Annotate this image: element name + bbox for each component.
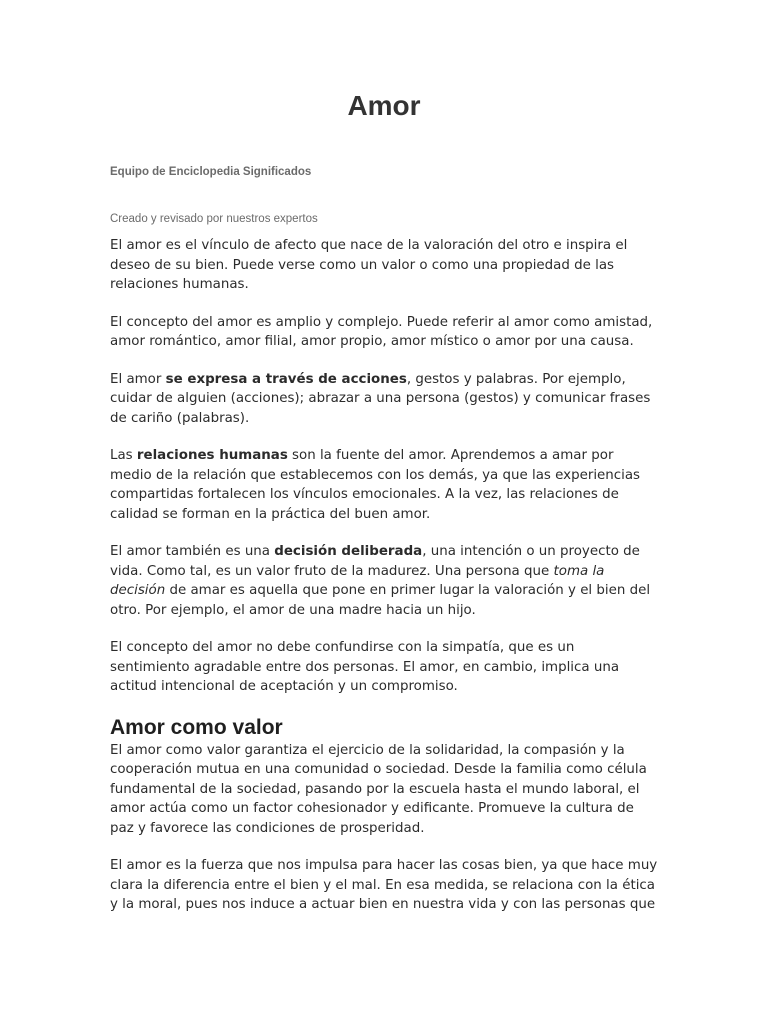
- paragraph-text: son la fuente del amor. Aprendemos a amar por medio de la relación que establecemos con los demás, ya que las experiencias compartidas fortalecen los vínculos emocionales. A la vez, las relaciones de calidad se forman en la práctica del buen amor.: [110, 448, 641, 522]
- paragraph-text: , gestos y palabras. Por ejemplo, cuidar de alguien (acciones); abrazar a una persona (gestos) y comunicar frases de cariño (palabras).: [110, 371, 651, 426]
- section-paragraph: El amor es la fuerza que nos impulsa para hacer las cosas bien, ya que hace muy clara la diferencia entre el bien y el mal. En esa medida, se relaciona con la ética y la moral, pues nos induce a actuar bien en nuestra vida y con las personas que: [110, 858, 658, 912]
- paragraph-text: El amor: [110, 371, 166, 387]
- paragraph-decision: [110, 542, 658, 620]
- paragraph-definition: El amor es el vínculo de afecto que nace de la valoración del otro e inspira el deseo de su bien. Puede verse como un valor o como una propiedad de las relaciones humanas.: [110, 238, 628, 292]
- paragraph-concept: El concepto del amor es amplio y complejo. Puede referir al amor como amistad, amor romántico, amor filial, amor propio, amor místico o amor por una causa.: [110, 314, 653, 349]
- review-note: Creado y revisado por nuestros expertos: [110, 213, 318, 225]
- article-body: [110, 236, 658, 933]
- paragraph-text: Las: [110, 448, 137, 463]
- paragraph-text: de amar es aquella que pone en primer lugar la valoración y el bien del otro. Por ejemplo, el amor de una madre hacia un hijo.: [110, 583, 651, 618]
- page-title: Amor: [347, 90, 421, 121]
- paragraph-text: , una intención o un proyecto de vida. Como tal, es un valor fruto de la madurez. Una persona que: [110, 544, 640, 579]
- paragraph-text: El amor también es una: [110, 544, 275, 559]
- paragraph-italic: toma la decisión: [110, 563, 605, 598]
- section-paragraph: El amor como valor garantiza el ejercicio de la solidaridad, la compasión y la cooperación mutua en una comunidad o sociedad. Desde la familia como célula fundamental de la sociedad, pasando por la escuela hasta el mundo laboral, el amor actúa como un factor cohesionador y edificante. Promueve la cultura de paz y favorece las condiciones de prosperidad.: [110, 742, 647, 836]
- paragraph-emphasis: decisión deliberada: [274, 544, 423, 559]
- paragraph-emphasis: se expresa a través de acciones: [165, 371, 407, 387]
- paragraph-expression: [110, 370, 658, 429]
- section-heading: Amor como valor: [110, 715, 283, 739]
- author-byline: Equipo de Enciclopedia Significados: [110, 166, 312, 178]
- paragraph-sympathy: El concepto del amor no debe confundirse con la simpatía, que es un sentimiento agradable entre dos personas. El amor, en cambio, implica una actitud intencional de aceptación y un compromiso.: [110, 640, 620, 694]
- paragraph-emphasis: relaciones humanas: [136, 448, 288, 463]
- paragraph-relations: [110, 446, 658, 524]
